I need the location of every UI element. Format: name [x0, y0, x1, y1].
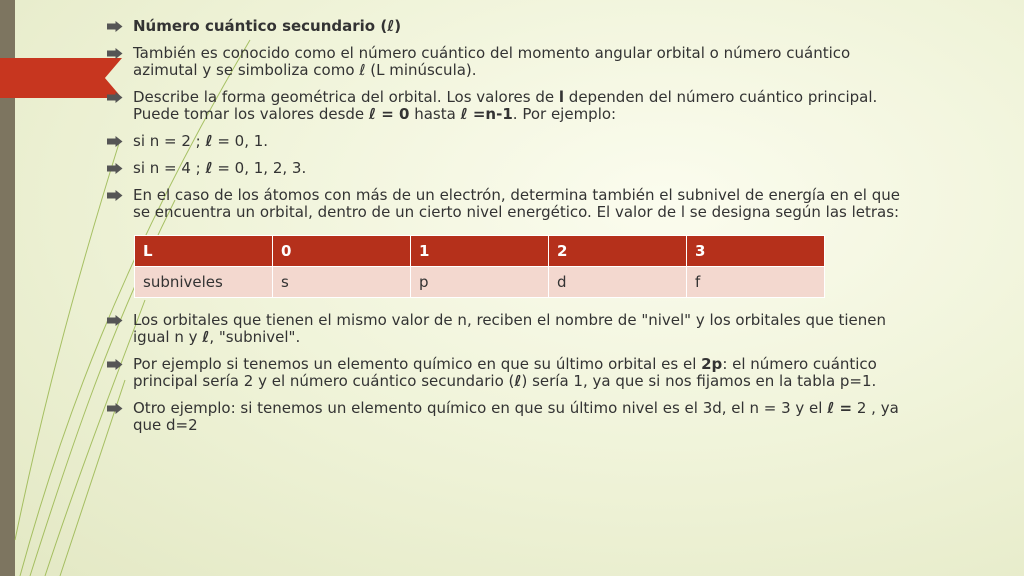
- table-cell: d: [549, 267, 687, 298]
- list-item-text: [133, 89, 906, 123]
- list-item: [106, 187, 906, 221]
- table-row: [135, 267, 825, 298]
- table-header-cell: L: [135, 236, 273, 267]
- list-item-text: [133, 45, 906, 79]
- arrow-bullet-icon: [106, 403, 123, 414]
- list-item: [106, 18, 906, 35]
- text-run: = 0, 1.: [212, 132, 269, 150]
- list-item: [106, 312, 906, 346]
- arrow-bullet-icon: [106, 48, 123, 59]
- arrow-bullet-icon: [106, 190, 123, 201]
- table-cell: f: [687, 267, 825, 298]
- bold-text: ℓ: [202, 328, 210, 346]
- table-header-cell: 1: [411, 236, 549, 267]
- arrow-bullet-icon: [106, 163, 123, 174]
- table-header-row: [135, 236, 825, 267]
- table-header-cell: 3: [687, 236, 825, 267]
- list-item: [106, 45, 906, 79]
- text-run: si n = 2 ;: [133, 132, 206, 150]
- table-cell: subniveles: [135, 267, 273, 298]
- text-run: Describe la forma geométrica del orbital. Los valores de: [133, 88, 559, 106]
- list-item-text: [133, 133, 906, 150]
- list-item-text: [133, 160, 906, 177]
- list-item-text: [133, 312, 906, 346]
- text-run: dependen del número cuántico principal. Puede tomar los valores desde: [133, 88, 878, 123]
- text-run: hasta: [409, 105, 461, 123]
- list-item: [106, 400, 906, 434]
- list-item: [106, 89, 906, 123]
- bold-text: l: [558, 88, 565, 106]
- bold-text: ℓ =: [827, 399, 853, 417]
- bold-text: ℓ: [514, 372, 522, 390]
- list-item: [106, 356, 906, 390]
- table-cell: s: [273, 267, 411, 298]
- arrow-bullet-icon: [106, 21, 123, 32]
- table-header-cell: 2: [549, 236, 687, 267]
- text-run: Otro ejemplo: si tenemos un elemento químico en que su último nivel es el 3d, el n = 3 y el: [133, 399, 828, 417]
- bold-text: ℓ =n-1: [460, 105, 513, 123]
- table-cell: p: [411, 267, 549, 298]
- text-run: , "subnivel".: [209, 328, 301, 346]
- slide-content: [106, 18, 906, 434]
- list-item-text: [133, 187, 906, 221]
- list-item: [106, 133, 906, 150]
- text-run: En el caso de los átomos con más de un electrón, determina también el subnivel de energía en el que se encuentra un orbital, dentro de un cierto nivel energético. El valor de l se designa según las letras:: [133, 186, 900, 221]
- arrow-bullet-icon: [106, 359, 123, 370]
- bullet-list-bottom: [106, 312, 906, 434]
- list-item: [106, 160, 906, 177]
- arrow-bullet-icon: [106, 92, 123, 103]
- bold-text: ℓ = 0: [368, 105, 410, 123]
- arrow-bullet-icon: [106, 315, 123, 326]
- text-run: : el número cuántico principal sería 2 y el número cuántico secundario (: [133, 355, 877, 390]
- text-run: ) sería 1, ya que si nos fijamos en la tabla p=1.: [521, 372, 877, 390]
- list-item-text: [133, 356, 906, 390]
- bold-text: ℓ: [205, 159, 213, 177]
- arrow-bullet-icon: [106, 136, 123, 147]
- text-run: si n = 4 ;: [133, 159, 206, 177]
- text-run: También es conocido como el número cuántico del momento angular orbital o número cuántico azimutal y se simboliza como ℓ (L minúscula).: [133, 44, 851, 79]
- text-run: 2 , ya que d=2: [133, 399, 899, 434]
- subnivel-table: [134, 235, 825, 298]
- table-header-cell: 0: [273, 236, 411, 267]
- bold-text: 2p: [701, 355, 723, 373]
- bold-text: ℓ: [205, 132, 213, 150]
- text-run: Por ejemplo si tenemos un elemento químico en que su último orbital es el: [133, 355, 702, 373]
- list-item-text: [133, 400, 906, 434]
- text-run: . Por ejemplo:: [512, 105, 617, 123]
- red-accent-flag: [0, 58, 122, 98]
- text-run: Los orbitales que tienen el mismo valor de n, reciben el nombre de "nivel" y los orbitales que tienen igual n y: [133, 311, 887, 346]
- list-item-text: [133, 18, 906, 35]
- bullet-list-top: [106, 18, 906, 221]
- bold-text: Número cuántico secundario (ℓ): [133, 17, 402, 35]
- text-run: = 0, 1, 2, 3.: [212, 159, 307, 177]
